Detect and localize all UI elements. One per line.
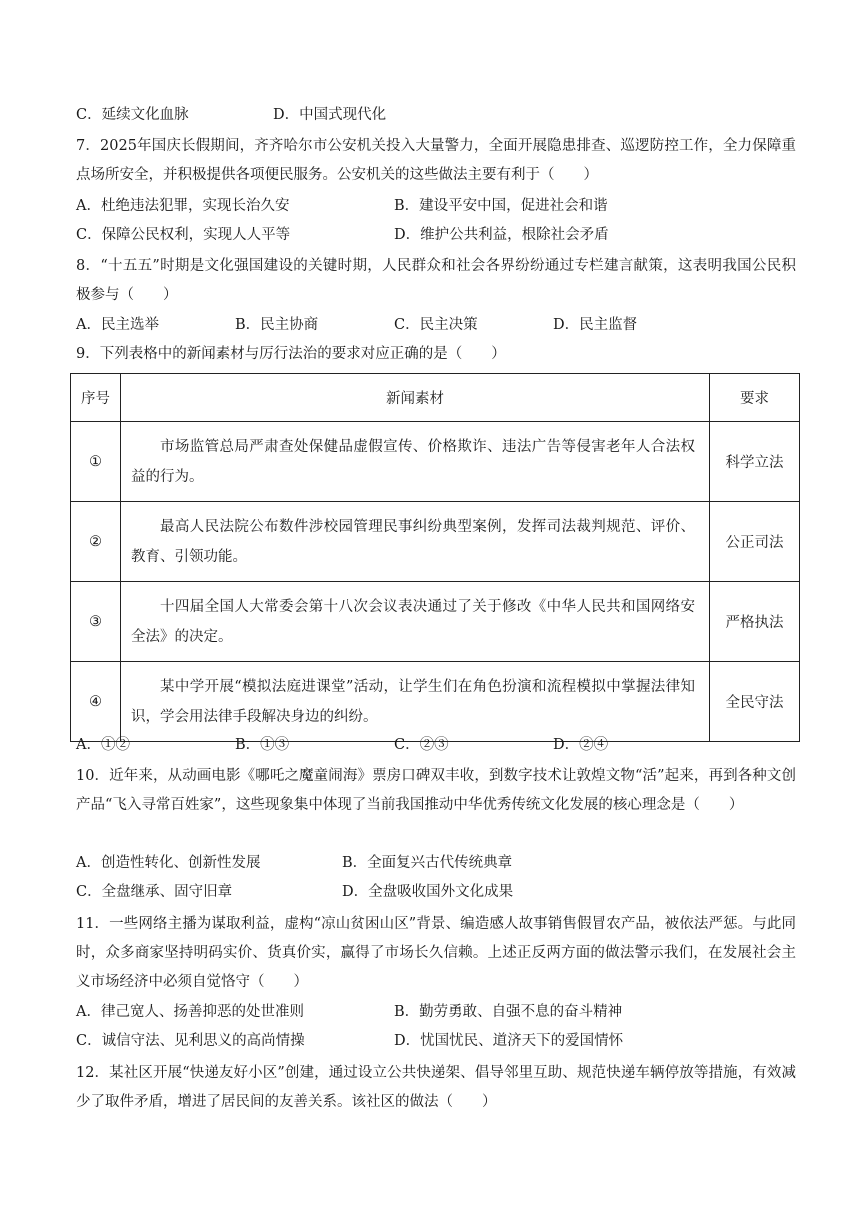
q12-stem: 12．某社区开展“快递友好小区”创建，通过设立公共快递架、倡导邻里互助、规范快递车辆停放等措施，有效减少了取件矛盾，增进了居民间的友善关系。该社区的做法（ ） (76, 1065, 796, 1110)
row-material: 某中学开展“模拟法庭进课堂”活动，让学生们在角色扮演和流程模拟中掌握法律知识，学会用法律手段解决身边的纠纷。 (121, 662, 710, 742)
q8-option-b: B．民主协商 (235, 317, 319, 333)
q9-option-a: A．①② (76, 737, 130, 753)
q8-option-d: D．民主监督 (553, 317, 638, 333)
row-requirement: 科学立法 (710, 422, 800, 502)
row-material: 十四届全国人大常委会第十八次会议表决通过了关于修改《中华人民共和国网络安全法》的决定。 (121, 582, 710, 662)
q10-option-b: B．全面复兴古代传统典章 (342, 855, 513, 871)
header-requirement: 要求 (710, 374, 800, 422)
q10-option-a: A．创造性转化、创新性发展 (76, 855, 261, 871)
header-number: 序号 (71, 374, 121, 422)
q10-option-c: C．全盘继承、固守旧章 (76, 884, 233, 900)
row-material: 最高人民法院公布数件涉校园管理民事纠纷典型案例，发挥司法裁判规范、评价、教育、引领功能。 (121, 502, 710, 582)
q10-stem: 10．近年来，从动画电影《哪吒之魔童闹海》票房口碑双丰收，到数字技术让敦煌文物“活”起来，再到各种文创产品“飞入寻常百姓家”，这些现象集中体现了当前我国推动中华优秀传统文化发展的核心理念是（ ） (76, 768, 796, 813)
q7-option-a: A．杜绝违法犯罪，实现长治久安 (76, 198, 290, 214)
row-number: ④ (71, 662, 121, 742)
header-material: 新闻素材 (121, 374, 710, 422)
q11-option-c: C．诚信守法、见利思义的高尚情操 (76, 1033, 305, 1049)
row-requirement: 公正司法 (710, 502, 800, 582)
q7-option-b: B．建设平安中国，促进社会和谐 (394, 198, 608, 214)
q9-option-d: D．②④ (553, 737, 609, 753)
table-row (71, 582, 800, 662)
q11-stem: 11．一些网络主播为谋取利益，虚构“凉山贫困山区”背景、编造感人故事销售假冒农产品，被依法严惩。与此同时，众多商家坚持明码实价、货真价实，赢得了市场长久信赖。上述正反两方面的做法警示我们，在发展社会主义市场经济中必须自觉恪守（ ） (76, 916, 796, 990)
q10-option-d: D．全盘吸收国外文化成果 (342, 884, 514, 900)
table-row (71, 662, 800, 742)
table-row (71, 422, 800, 502)
row-number: ① (71, 422, 121, 502)
row-requirement: 严格执法 (710, 582, 800, 662)
table-row (71, 502, 800, 582)
news-requirements-table (70, 373, 800, 742)
q8-option-c: C．民主决策 (394, 317, 478, 333)
q11-option-a: A．律己宽人、扬善抑恶的处世准则 (76, 1004, 304, 1020)
row-material: 市场监管总局严肃查处保健品虚假宣传、价格欺诈、违法广告等侵害老年人合法权益的行为。 (121, 422, 710, 502)
q6-option-d: D．中国式现代化 (273, 107, 387, 123)
row-requirement: 全民守法 (710, 662, 800, 742)
table-header-row (71, 374, 800, 422)
q11-option-b: B．勤劳勇敢、自强不息的奋斗精神 (394, 1004, 623, 1020)
row-number: ② (71, 502, 121, 582)
q9-stem: 9．下列表格中的新闻素材与厉行法治的要求对应正确的是（ ） (76, 346, 506, 362)
q6-option-c: C．延续文化血脉 (76, 107, 189, 123)
q7-option-d: D．维护公共利益，根除社会矛盾 (394, 227, 609, 243)
row-number: ③ (71, 582, 121, 662)
q7-option-c: C．保障公民权利，实现人人平等 (76, 227, 291, 243)
q11-option-d: D．忧国忧民、道济天下的爱国情怀 (394, 1033, 624, 1049)
q7-stem: 7．2025年国庆长假期间，齐齐哈尔市公安机关投入大量警力，全面开展隐患排查、巡逻防控工作，全力保障重点场所安全，并积极提供各项便民服务。公安机关的这些做法主要有利于（ ） (76, 138, 796, 183)
q9-option-b: B．①③ (235, 737, 290, 753)
q9-option-c: C．②③ (394, 737, 449, 753)
q8-option-a: A．民主选举 (76, 317, 159, 333)
q8-stem: 8．“十五五”时期是文化强国建设的关键时期，人民群众和社会各界纷纷通过专栏建言献策，这表明我国公民积极参与（ ） (76, 258, 796, 303)
